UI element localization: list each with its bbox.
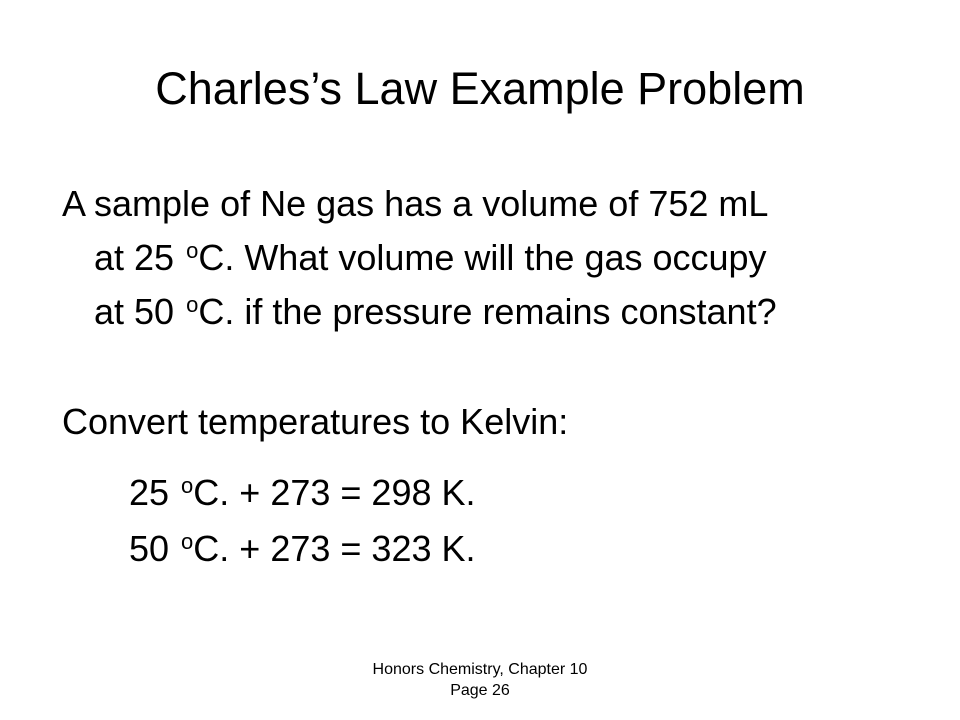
equation-2 [129,522,476,576]
problem-line-2-end: C. What volume will the gas occupy [198,237,767,278]
convert-heading: Convert temperatures to Kelvin: [62,401,569,442]
equation-2-end: C. + 273 = 323 K. [193,528,476,569]
problem-statement [62,177,922,339]
problem-line-3-start: at 50 [94,291,185,332]
degree-symbol: o [181,528,194,554]
slide-footer [330,659,630,701]
problem-line-2 [62,231,922,285]
degree-symbol: o [181,472,194,498]
problem-line-3-end: C. if the pressure remains constant? [198,291,777,332]
degree-symbol: o [186,291,199,317]
degree-symbol: o [186,237,199,263]
footer-course: Honors Chemistry, Chapter 10 [372,661,588,678]
problem-line-2-start: at 25 [94,237,185,278]
equation-1 [129,466,476,520]
problem-line-1: A sample of Ne gas has a volume of 752 mL [62,183,769,224]
equation-1-start: 25 [129,472,180,513]
footer-page-number: Page 26 [450,682,510,699]
slide-title: Charles’s Law Example Problem [155,63,805,114]
problem-line-3 [62,285,922,339]
equation-1-end: C. + 273 = 298 K. [193,472,476,513]
equation-2-start: 50 [129,528,180,569]
